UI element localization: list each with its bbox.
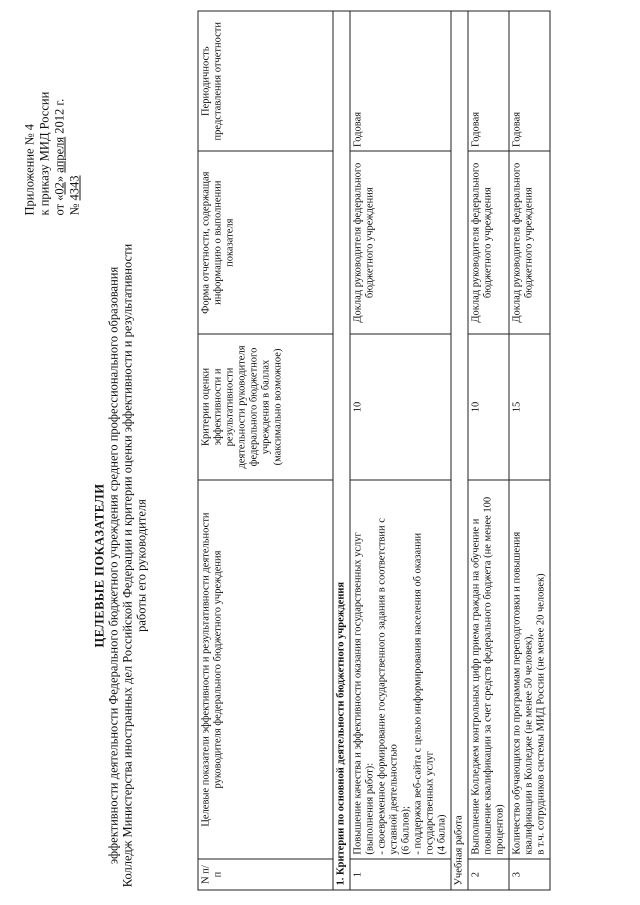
row-indicator: Повышение качества и эффективности оказания государственных услуг (выполнения работ): - своевременное формирование государственного задания в соответствии с уставной деятельностью (6 баллов); - поддержка веб-сайта с целью информирования населения об оказании государственных услуг (4 балла)	[350, 480, 451, 859]
appendix-day: 02	[52, 181, 66, 195]
header-report: Форма отчетности, содержащая информацию о выполнении показателя	[198, 151, 333, 334]
table-row	[350, 11, 451, 890]
indicators-table	[197, 10, 550, 890]
header-period: Периодичность представления отчетности	[198, 11, 333, 151]
row-period: Годовая	[509, 11, 550, 151]
title-line-4: работы его руководителя	[134, 498, 148, 632]
row-report: Доклад руководителя федерального бюджетного учреждения	[350, 151, 451, 334]
header-num: N п/п	[198, 859, 333, 890]
row-num: 1	[350, 859, 451, 890]
appendix-number: № 4343	[67, 174, 81, 215]
row-num: 2	[468, 859, 509, 890]
appendix-order-ref: к приказу МИД России	[37, 91, 51, 215]
appendix-block	[22, 15, 82, 215]
row-indicator: Выполнение Колледжем контрольных цифр приема граждан на обучение и повышение квалификации за счет средств федерального бюджета (не менее 100 процентов)	[468, 480, 509, 859]
section-row	[333, 11, 350, 890]
appendix-title: Приложение № 4	[22, 123, 36, 215]
table-header-row	[198, 11, 333, 890]
row-report: Доклад руководителя федерального бюджетного учреждения	[468, 151, 509, 334]
title-heading: ЦЕЛЕВЫЕ ПОКАЗАТЕЛИ	[92, 483, 106, 647]
table-row	[509, 11, 550, 890]
section-title: 1. Критерии по основной деятельности бюджетного учреждения	[333, 11, 350, 890]
row-num: 3	[509, 859, 550, 890]
title-line-2: эффективности деятельности Федерального бюджетного учреждения среднего профессионального образования	[106, 266, 120, 864]
title-line-3: Колледж Министерства иностранных дел Российской Федерации и критерии оценки эффективности и результативности	[120, 243, 134, 887]
subsection-title: Учебная работа	[451, 11, 468, 890]
table-row	[468, 11, 509, 890]
appendix-month: апреля	[52, 136, 66, 173]
row-score: 10	[350, 333, 451, 479]
row-indicator: Количество обучающихся по программам переподготовки и повышения квалификации в Колледже (не менее 50 человек), в т.ч. сотрудников системы МИД России (не менее 20 человек)	[509, 480, 550, 859]
row-report: Доклад руководителя федерального бюджетного учреждения	[509, 151, 550, 334]
row-score: 15	[509, 333, 550, 479]
document-title	[92, 240, 148, 890]
header-criteria: Критерии оценки эффективности и результативности деятельности руководителя федерального бюджетного учреждения в баллах (максимально возможное)	[198, 333, 333, 479]
subsection-row	[451, 11, 468, 890]
appendix-date: от «02» апреля 2012 г.	[52, 98, 66, 215]
row-score: 10	[468, 333, 509, 479]
row-period: Годовая	[350, 11, 451, 151]
row-period: Годовая	[468, 11, 509, 151]
header-indicator: Целевые показатели эффективности и результативности деятельности руководителя федерального бюджетного учреждения	[198, 480, 333, 859]
